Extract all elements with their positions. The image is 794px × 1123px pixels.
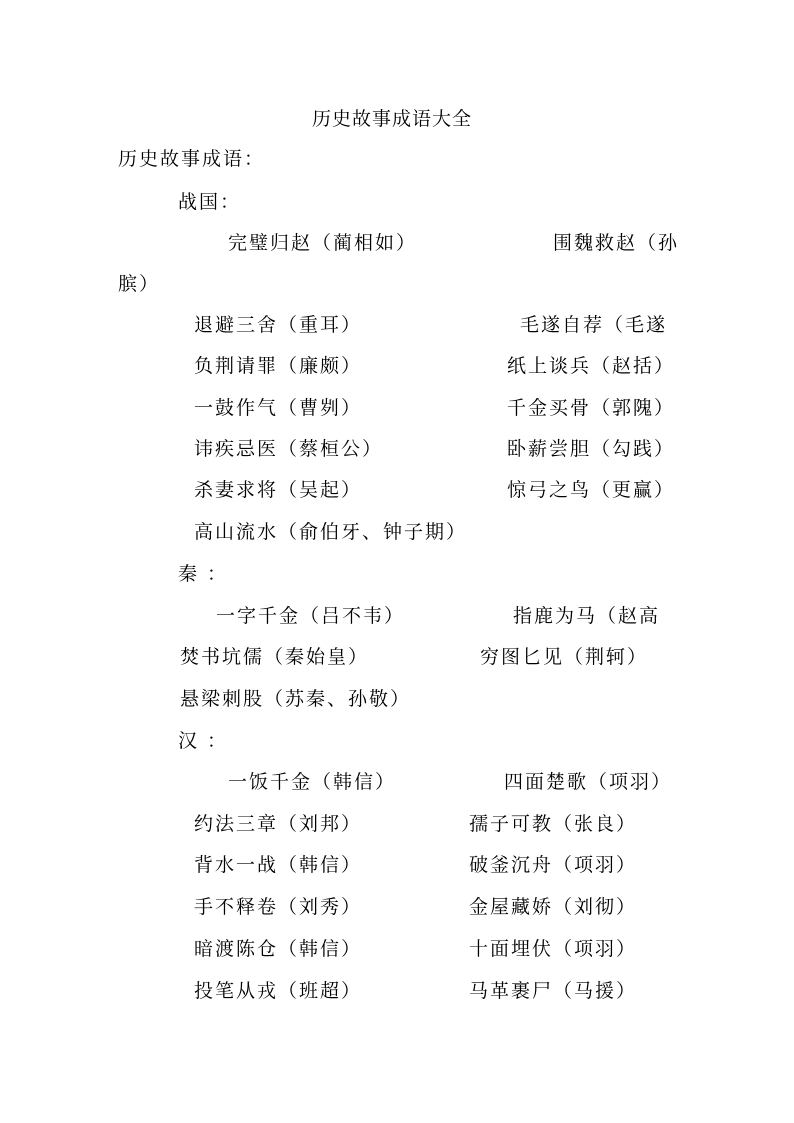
idiom-left: 一鼓作气（曹刿）	[194, 397, 363, 419]
section-heading-zhanguo: 战国：	[178, 191, 242, 213]
idiom-right: 指鹿为马（赵高	[513, 605, 661, 627]
page-title: 历史故事成语大全	[312, 108, 473, 130]
idiom-right: 千金买骨（郭隗）	[507, 397, 676, 419]
idiom-right: 四面楚歌（项羽）	[504, 771, 673, 793]
idiom-left: 退避三舍（重耳）	[194, 314, 363, 336]
idiom-left: 负荆请罪（廉颇）	[194, 355, 363, 377]
idiom-left: 一饭千金（韩信）	[228, 771, 397, 793]
idiom-right: 金屋藏娇（刘彻）	[469, 896, 638, 918]
idiom-left: 焚书坑儒（秦始皇）	[180, 646, 370, 668]
idiom-right: 毛遂自荐（毛遂	[520, 314, 668, 336]
idiom-left: 膑）	[118, 273, 161, 295]
idiom-left: 高山流水（俞伯牙、钟子期）	[194, 521, 468, 543]
idiom-left: 讳疾忌医（蔡桓公）	[194, 438, 384, 460]
idiom-left: 背水一战（韩信）	[194, 854, 363, 876]
idiom-right: 纸上谈兵（赵括）	[507, 355, 676, 377]
idiom-left: 暗渡陈仓（韩信）	[194, 938, 363, 960]
idiom-left: 手不释卷（刘秀）	[194, 896, 363, 918]
idiom-right: 卧薪尝胆（勾践）	[507, 438, 676, 460]
idiom-right: 马革裹尸（马援）	[469, 980, 638, 1002]
idiom-left: 杀妻求将（吴起）	[194, 479, 363, 501]
idiom-right: 穷图匕见（荆轲）	[480, 646, 649, 668]
idiom-right: 围魏救赵（孙	[553, 232, 680, 254]
idiom-right: 十面埋伏（项羽）	[469, 938, 638, 960]
section-heading-han: 汉 ：	[178, 730, 229, 752]
idiom-left: 一字千金（吕不韦）	[216, 605, 406, 627]
idiom-right: 破釜沉舟（项羽）	[469, 854, 638, 876]
idiom-right: 惊弓之鸟（更赢）	[507, 479, 676, 501]
idiom-left: 完璧归赵（蔺相如）	[228, 232, 418, 254]
intro-heading: 历史故事成语：	[118, 148, 266, 170]
idiom-left: 约法三章（刘邦）	[194, 813, 363, 835]
idiom-right: 孺子可教（张良）	[469, 813, 638, 835]
section-heading-qin: 秦 ：	[178, 563, 229, 585]
idiom-left: 悬梁刺股（苏秦、孙敬）	[180, 688, 412, 710]
idiom-left: 投笔从戎（班超）	[194, 980, 363, 1002]
